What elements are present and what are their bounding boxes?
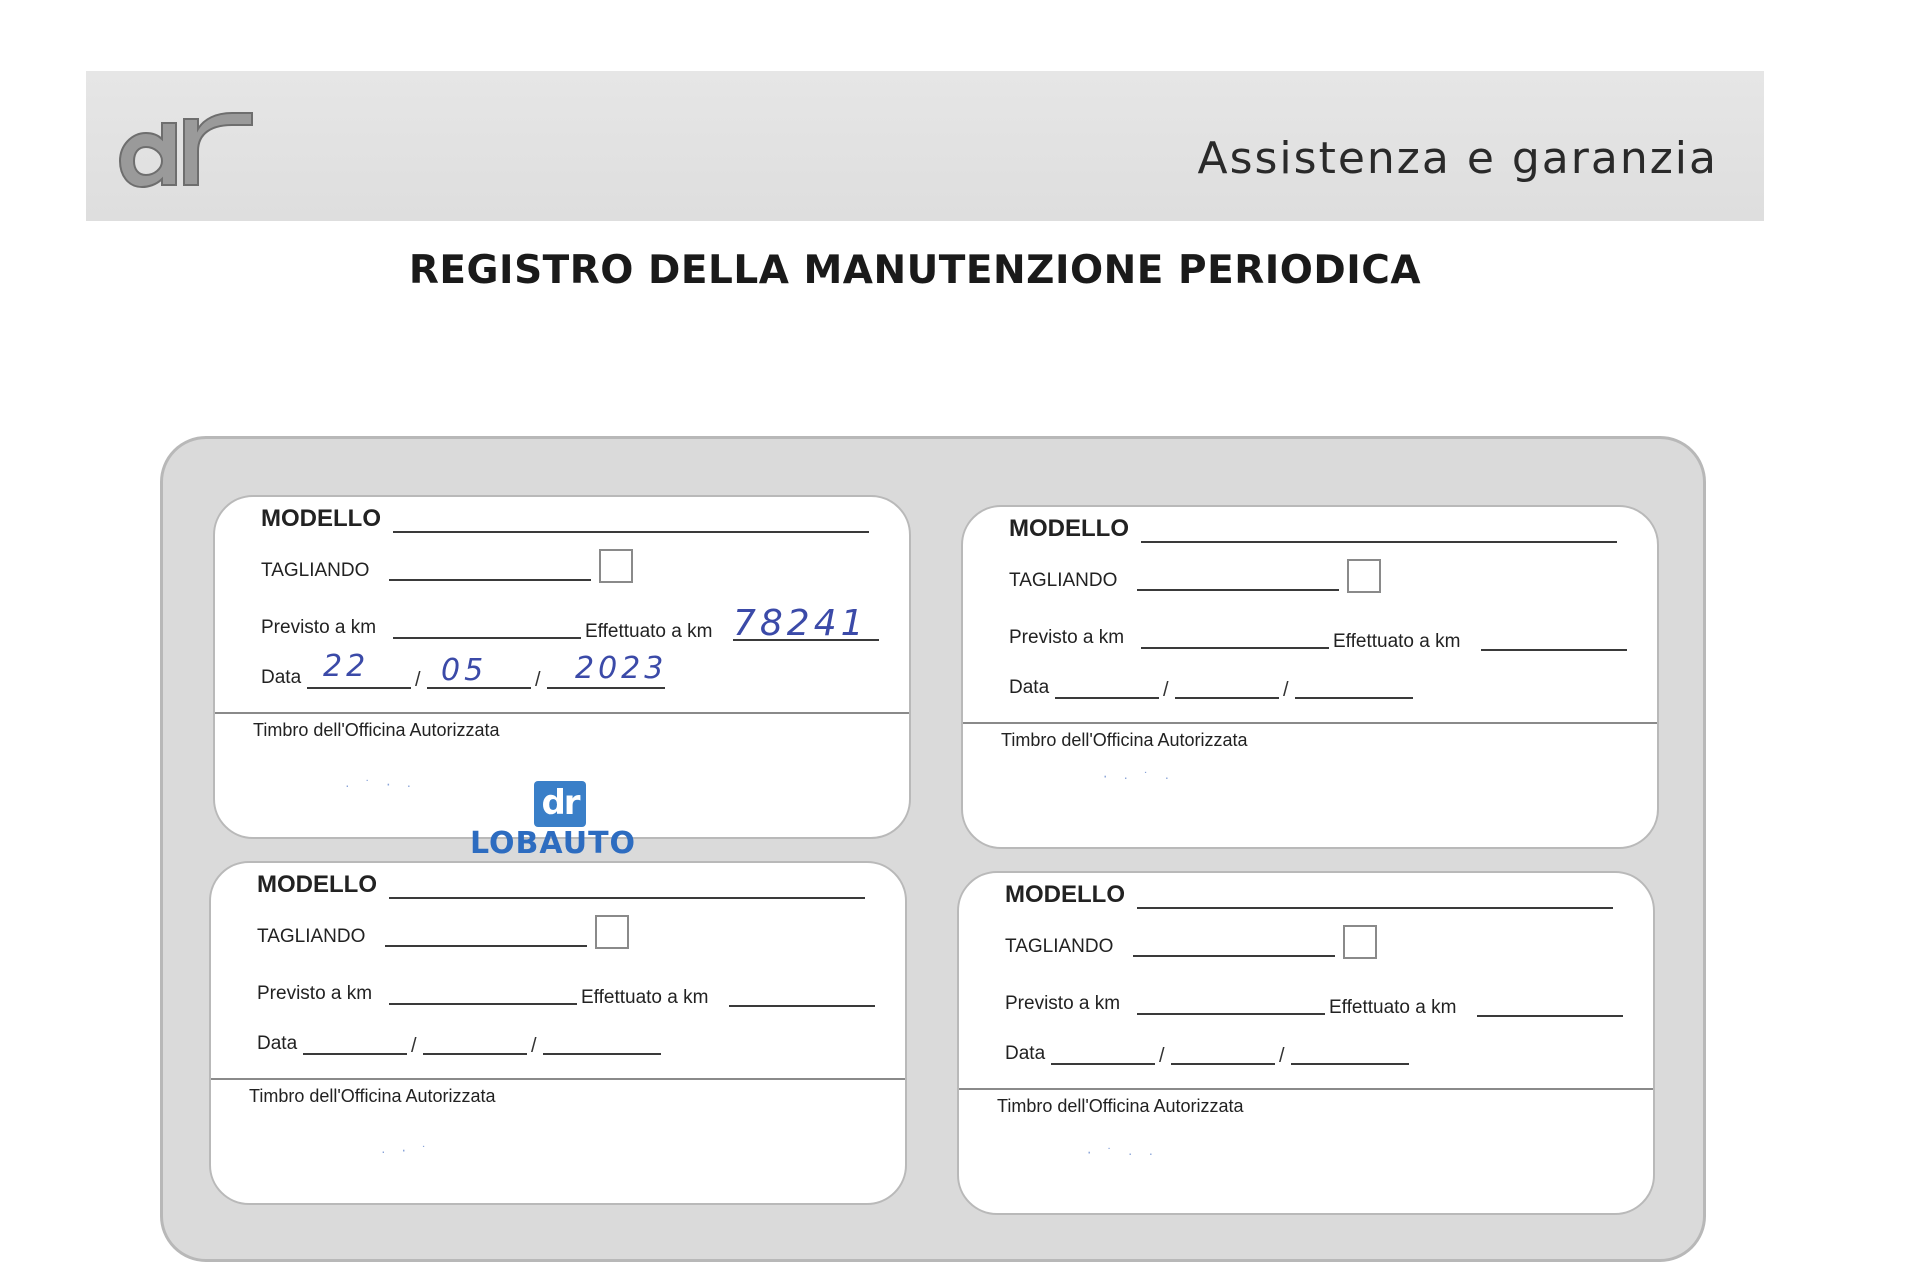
date-year-handwritten: 2023 bbox=[575, 651, 668, 686]
maintenance-slot-3 bbox=[209, 861, 907, 1205]
date-separator: / bbox=[415, 669, 421, 691]
data-label: Data bbox=[1009, 677, 1050, 698]
tagliando-label: TAGLIANDO bbox=[1005, 936, 1114, 957]
previsto-line[interactable] bbox=[389, 1003, 577, 1005]
date-separator: / bbox=[1159, 1045, 1165, 1067]
effettuato-label: Effettuato a km bbox=[581, 987, 709, 1008]
modello-label: MODELLO bbox=[261, 505, 381, 532]
header-tagline: Assistenza e garanzia bbox=[1197, 133, 1718, 184]
date-separator: / bbox=[1279, 1045, 1285, 1067]
lobauto-stamp-logo: dr bbox=[534, 781, 586, 827]
date-separator: / bbox=[1163, 679, 1169, 701]
date-separator: / bbox=[531, 1035, 537, 1057]
modello-line[interactable] bbox=[393, 531, 869, 533]
tagliando-line[interactable] bbox=[1137, 589, 1339, 591]
effettuato-line[interactable] bbox=[1477, 1015, 1623, 1017]
tagliando-label: TAGLIANDO bbox=[261, 560, 370, 581]
stamp-divider bbox=[211, 1078, 905, 1080]
date-day-line[interactable] bbox=[307, 687, 411, 689]
tagliando-line[interactable] bbox=[389, 579, 591, 581]
tagliando-checkbox[interactable] bbox=[595, 915, 629, 949]
header-band bbox=[86, 71, 1764, 221]
effettuato-line[interactable] bbox=[729, 1005, 875, 1007]
stamp-residue: ‧ · ˙ · bbox=[1103, 769, 1176, 785]
tagliando-checkbox[interactable] bbox=[1343, 925, 1377, 959]
maintenance-slot-4 bbox=[957, 871, 1655, 1215]
data-label: Data bbox=[261, 667, 302, 688]
stamp-residue: · ˙ ‧ · bbox=[345, 777, 418, 793]
date-year-line[interactable] bbox=[1291, 1063, 1409, 1065]
stamp-residue: ‧ ˙ · · bbox=[1087, 1145, 1160, 1161]
effettuato-label: Effettuato a km bbox=[1329, 997, 1457, 1018]
modello-label: MODELLO bbox=[1009, 515, 1129, 542]
date-year-line[interactable] bbox=[547, 687, 665, 689]
previsto-label: Previsto a km bbox=[1009, 627, 1125, 648]
timbro-label: Timbro dell'Officina Autorizzata bbox=[253, 720, 500, 740]
previsto-label: Previsto a km bbox=[261, 617, 377, 638]
data-label: Data bbox=[257, 1033, 298, 1054]
tagliando-label: TAGLIANDO bbox=[1009, 570, 1118, 591]
tagliando-checkbox[interactable] bbox=[599, 549, 633, 583]
modello-label: MODELLO bbox=[1005, 881, 1125, 908]
maintenance-slot-2 bbox=[961, 505, 1659, 849]
stamp-divider bbox=[963, 722, 1657, 724]
timbro-label: Timbro dell'Officina Autorizzata bbox=[997, 1096, 1244, 1116]
date-year-line[interactable] bbox=[1295, 697, 1413, 699]
timbro-label: Timbro dell'Officina Autorizzata bbox=[249, 1086, 496, 1106]
previsto-line[interactable] bbox=[393, 637, 581, 639]
stamp-residue: · ‧ ˙ bbox=[381, 1143, 433, 1159]
dr-logo bbox=[118, 93, 258, 193]
previsto-label: Previsto a km bbox=[257, 983, 373, 1004]
date-separator: / bbox=[1283, 679, 1289, 701]
date-month-line[interactable] bbox=[1175, 697, 1279, 699]
stamp-divider bbox=[959, 1088, 1653, 1090]
card-sheet bbox=[160, 436, 1706, 1262]
effettuato-line[interactable] bbox=[1481, 649, 1627, 651]
date-day-line[interactable] bbox=[1055, 697, 1159, 699]
date-month-line[interactable] bbox=[423, 1053, 527, 1055]
previsto-line[interactable] bbox=[1137, 1013, 1325, 1015]
page-title: REGISTRO DELLA MANUTENZIONE PERIODICA bbox=[408, 248, 1422, 293]
effettuato-km-handwritten: 78241 bbox=[733, 603, 868, 644]
previsto-label: Previsto a km bbox=[1005, 993, 1121, 1014]
modello-label: MODELLO bbox=[257, 871, 377, 898]
date-year-line[interactable] bbox=[543, 1053, 661, 1055]
stamp-divider bbox=[215, 712, 909, 714]
date-day-handwritten: 22 bbox=[323, 649, 370, 684]
previsto-line[interactable] bbox=[1141, 647, 1329, 649]
tagliando-checkbox[interactable] bbox=[1347, 559, 1381, 593]
date-day-line[interactable] bbox=[1051, 1063, 1155, 1065]
date-month-handwritten: 05 bbox=[441, 653, 488, 688]
data-label: Data bbox=[1005, 1043, 1046, 1064]
modello-line[interactable] bbox=[389, 897, 865, 899]
date-day-line[interactable] bbox=[303, 1053, 407, 1055]
modello-line[interactable] bbox=[1137, 907, 1613, 909]
tagliando-label: TAGLIANDO bbox=[257, 926, 366, 947]
timbro-label: Timbro dell'Officina Autorizzata bbox=[1001, 730, 1248, 750]
tagliando-line[interactable] bbox=[1133, 955, 1335, 957]
date-separator: / bbox=[411, 1035, 417, 1057]
modello-line[interactable] bbox=[1141, 541, 1617, 543]
date-month-line[interactable] bbox=[1171, 1063, 1275, 1065]
date-separator: / bbox=[535, 669, 541, 691]
lobauto-stamp-text: LOBAUTO bbox=[470, 826, 637, 861]
effettuato-label: Effettuato a km bbox=[585, 621, 713, 642]
effettuato-label: Effettuato a km bbox=[1333, 631, 1461, 652]
tagliando-line[interactable] bbox=[385, 945, 587, 947]
